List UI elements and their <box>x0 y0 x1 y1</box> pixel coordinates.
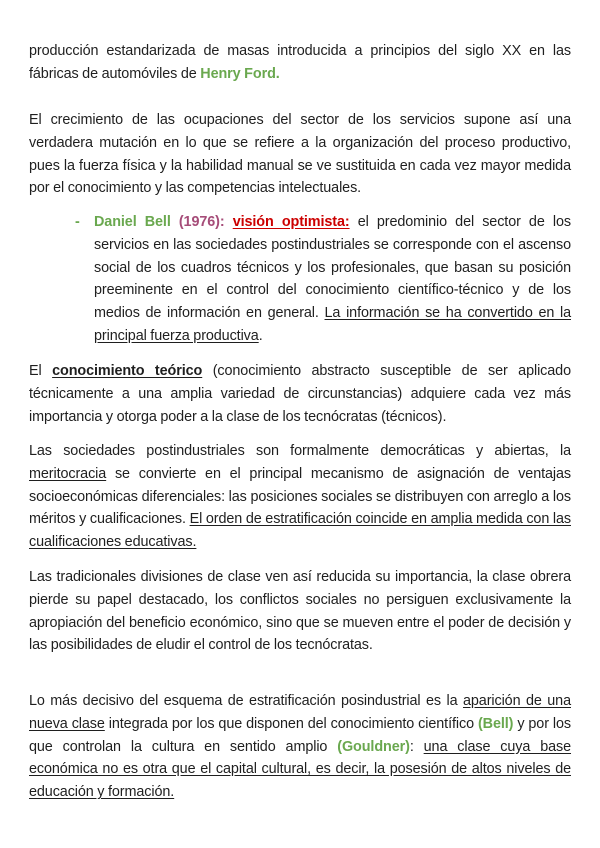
vision-optimista-label: visión optimista: <box>232 214 350 230</box>
bullet-dash: - <box>75 214 80 230</box>
bullet-body: el predominio del sector de los servicios en las sociedades postindustriales se corresponde con el ascenso social de los cuadros técnicos y los profesionales, que basan su posición preeminente en el control del conocimiento científico-técnico y de los medios de información en general. <box>94 214 571 322</box>
gouldner-highlight: (Gouldner) <box>337 738 410 755</box>
paragraph-henry-ford <box>29 40 571 86</box>
paragraph-text: Las tradicionales divisiones de clase ven así reducida su importancia, la clase obrera pierde su papel destacado, los conflictos sociales no persiguen exclusivamente la apropiación del beneficio económico, sino que se mueven entre el poder de decisión y las posibilidades de eludir el control de los tecnócratas. <box>29 569 571 654</box>
paragraph-text: y por los que controlan la cultura en sentido amplio <box>29 715 571 755</box>
paragraph-text: producción estandarizada de masas introducida a principios del siglo XX en las fábricas de automóviles de <box>29 43 571 82</box>
daniel-bell-name: Daniel Bell <box>94 214 171 230</box>
meritocracia-term: meritocracia <box>29 465 107 482</box>
bullet-underlined: La información se ha convertido en la principal fuerza productiva <box>94 305 571 344</box>
bell-year: (1976): <box>178 214 225 230</box>
henry-ford-highlight: Henry Ford <box>200 65 276 82</box>
period: . <box>258 327 263 344</box>
conocimiento-teorico-term: conocimiento teórico <box>52 363 203 379</box>
paragraph-text: se convierte en el principal mecanismo de asignación de ventajas socioeconómicas diferenciales: las posiciones sociales se distribuyen con arreglo a los méritos y cualificaciones. <box>29 465 571 528</box>
period: . <box>275 65 280 82</box>
colon: : <box>409 738 424 755</box>
paragraph-text: Las sociedades postindustriales son formalmente democráticas y abiertas, la <box>29 443 571 459</box>
bell-highlight: (Bell) <box>477 715 514 732</box>
paragraph-text: El crecimiento de las ocupaciones del sector de los servicios supone así una verdadera mutación en lo que se refiere a la organización del proceso productivo, pues la fuerza física y la habilidad manual se ve sustituida en cada vez mayor medida por el conocimiento y las competencias intelectuales. <box>29 112 571 197</box>
underlined-sentence: El orden de estratificación coincide en amplia medida con las cualificaciones educativas. <box>29 511 571 551</box>
paragraph-text: (conocimiento abstracto susceptible de ser aplicado técnicamente a una amplia variedad de circunstancias) adquiere cada vez más importancia y otorga poder a la clase de los tecnócratas (técnicos). <box>29 363 571 425</box>
paragraph-servicios <box>29 109 571 200</box>
paragraph-clases <box>29 566 571 657</box>
paragraph-text: integrada por los que disponen del conocimiento científico <box>104 715 478 732</box>
bullet-daniel-bell <box>75 211 571 351</box>
bullet-text <box>94 211 571 348</box>
paragraph-text: El <box>29 363 53 379</box>
nueva-clase-underlined: aparición de una nueva clase <box>29 693 571 732</box>
paragraph-nueva-clase <box>29 690 571 804</box>
capital-cultural-underlined: una clase cuya base económica no es otra que el capital cultural, es decir, la posesión de altos niveles de educación y formación. <box>29 738 572 801</box>
paragraph-meritocracia <box>29 440 571 554</box>
paragraph-conocimiento-teorico <box>29 360 571 428</box>
paragraph-text: Lo más decisivo del esquema de estratificación posindustrial es la <box>29 693 463 709</box>
